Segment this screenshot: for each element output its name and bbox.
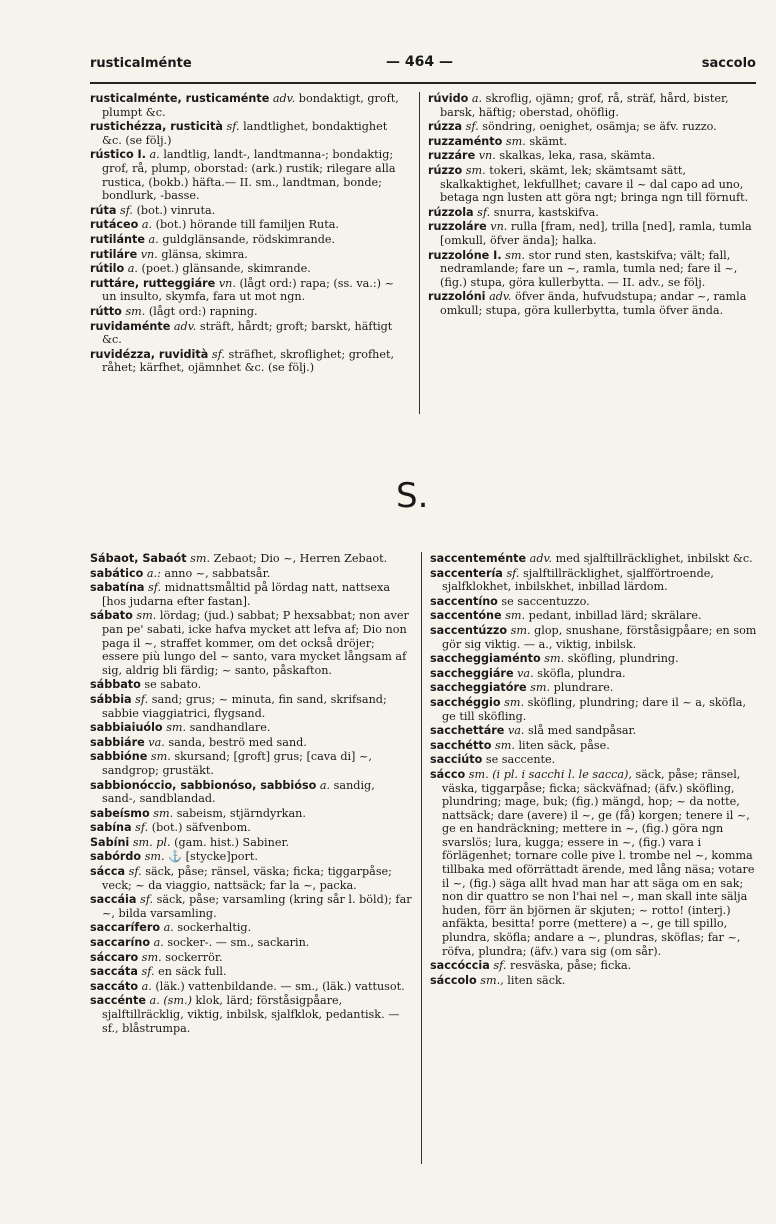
grammar-label: sm. <box>505 134 526 148</box>
grammar-label: a. <box>141 218 153 232</box>
grammar-label: sf. <box>148 581 162 595</box>
definition: rulla [fram, ned], trilla [ned], ramla, tumla [omkull, öfver ända]; halka. <box>440 220 752 247</box>
dictionary-entry <box>90 836 412 850</box>
dictionary-entry <box>90 148 408 202</box>
grammar-label: sf. <box>139 893 154 907</box>
definition: socker-. — sm., sackarin. <box>167 936 310 950</box>
dictionary-entry <box>430 753 758 767</box>
dictionary-entry <box>428 290 758 317</box>
grammar-label: va. <box>507 724 525 738</box>
definition: sabeism, stjärndyrkan. <box>176 806 306 820</box>
headword: saccentóne <box>430 609 502 623</box>
dictionary-entry <box>90 204 408 218</box>
definition: (lågt ord:) rapning. <box>148 304 258 318</box>
dictionary-entry <box>430 624 758 651</box>
definition: slå med sandpåsar. <box>528 724 637 738</box>
grammar-label: sm. <box>166 721 187 735</box>
headword: ruzzaménto <box>428 134 503 148</box>
definition: Zebaot; Dio ~, Herren Zebaot. <box>213 552 388 565</box>
definition: (bot.) säfvenbom. <box>151 821 251 835</box>
dictionary-entry <box>90 305 408 319</box>
dictionary-entry <box>430 724 758 738</box>
grammar-label: sf. <box>135 821 149 835</box>
definition: sträfhet, skroflighet; grofhet, råhet; kärfhet, ojämnhet &c. (se följ.) <box>102 347 394 375</box>
headword: saccaríno <box>90 936 151 950</box>
dictionary-entry <box>90 233 408 247</box>
definition: (bot.) hörande till familjen Ruta. <box>155 218 339 232</box>
headword: sáccaro <box>90 950 139 964</box>
dictionary-entry <box>430 652 758 666</box>
headword: rúzza <box>428 120 463 134</box>
grammar-label: sf. <box>141 965 155 979</box>
headword: saccáta <box>90 965 138 979</box>
grammar-label: sm. <box>136 609 157 623</box>
definition: skursand; [groft] grus; [cava di] ~, sandgrop; grustäkt. <box>102 750 372 777</box>
headword: rustichézza, rusticità <box>90 120 223 134</box>
dictionary-entry <box>90 320 408 347</box>
grammar-label: adv. <box>272 92 296 105</box>
grammar-label: a. <box>319 778 331 792</box>
definition: skroflig, ojämn; grof, rå, sträf, hård, bister, barsk, häftig; oberstad, ohöflig. <box>440 92 729 119</box>
grammar-label: sf. <box>493 959 507 973</box>
headword: saccentíno <box>430 594 498 608</box>
headword: sabbionóccio, sabbionóso, sabbióso <box>90 778 317 792</box>
dictionary-entry <box>90 936 412 950</box>
definition: guldglänsande, rödskimrande. <box>162 232 336 246</box>
grammar-label: adv. <box>173 319 197 333</box>
definition: midnattsmåltid på lördag natt, nattsexa [hos judarna efter fastan]. <box>102 581 391 608</box>
dictionary-entry <box>90 609 412 677</box>
dictionary-entry <box>430 696 758 723</box>
definition: öfver ända, hufvudstupa; andar ~, ramla omkull; stupa, göra kullerbytta, tumla öfver ända. <box>440 290 747 317</box>
grammar-label: sm. <box>153 806 174 820</box>
running-head-right: saccolo <box>701 56 756 71</box>
headword: sáccolo <box>430 973 477 987</box>
grammar-label: a. <box>141 979 152 993</box>
dictionary-entry <box>90 821 412 835</box>
dictionary-entry <box>430 595 758 609</box>
dictionary-entry <box>90 893 412 920</box>
dictionary-entry <box>430 681 758 695</box>
grammar-label: a. (sm.) <box>149 994 192 1008</box>
headword: rutáceo <box>90 218 139 232</box>
grammar-label: sf. <box>506 566 520 580</box>
headword: saccheggiatóre <box>430 681 527 695</box>
dictionary-entry <box>90 277 408 304</box>
headword: rúvido <box>428 92 469 105</box>
definition: stor rund sten, kastskifva; vält; fall, nedramlande; fare un ~, ramla, tumla ned; fare il ~, (fig.) stupa, göra kullerbytta. — II. adv., se följ. <box>440 248 738 289</box>
page-number: — 464 — <box>386 54 453 70</box>
page-header <box>90 56 756 78</box>
headword: rutiláre <box>90 247 138 261</box>
headword: sabatína <box>90 581 145 595</box>
headword: sácco <box>430 767 466 781</box>
grammar-label: a.: <box>146 566 161 580</box>
grammar-label: va. <box>517 666 534 680</box>
dictionary-entry <box>428 249 758 290</box>
grammar-label: a. <box>127 262 138 276</box>
definition: lördag; (jud.) sabbat; P hexsabbat; non aver pan pe' sabati, icke hafva mycket att lefva af; Dio non paga il ~, straffet kommer, om det också dröjer; essere più lungo del ~ santo, vara mycket långsam af sig, aldrig bli färdig; ~ santo, påskafton. <box>102 609 409 677</box>
headword: ruvidaménte <box>90 319 171 333</box>
definition: säck, påse; ränsel, väska, tiggarpåse; ficka; säckväfnad; (äfv.) sköfling, plundring; mage, buk; (fig.) mängd, hop; ~ da notte, nattsäck; dare (avere) il ~, ge (få) korgen; tenere il ~, ge en handräckning; mettere in ~, (fig.) göra ngn svarslös; lura, kugga; essere in ~, (fig.) vara i förlägenhet; tornare colle pive l. trombe nel ~, komma tillbaka med oförrättadt ärende, med lång näsa; votare il ~, (fig.) säga allt hvad man har att säga om en sak; non dir quattro se non l'hai nel ~, man skall inte sälja huden, förr än björnen är skjuten; ~ rotto! (interj.) anfäkta, besitta! porre (mettere) a ~, ge till spillo, plundra, sköfla; andare a ~, plundras, sköflas; far ~, röfva, plundra; (äfv.) vara sig (om sår). <box>442 767 755 958</box>
definition: sand; grus; ~ minuta, fin sand, skrifsand; sabbie viaggiatrici, flygsand. <box>102 692 387 720</box>
dictionary-entry <box>90 865 412 892</box>
dictionary-entry <box>90 965 412 979</box>
dictionary-entry <box>430 567 758 594</box>
grammar-label: sm. pl. <box>132 835 171 849</box>
grammar-label: sm., <box>480 973 504 987</box>
definition: (bot.) vinruta. <box>136 203 216 217</box>
dictionary-entry <box>90 850 412 864</box>
grammar-label: sm. <box>510 623 531 637</box>
grammar-label: sf. <box>465 120 479 134</box>
column-top-right <box>428 92 758 319</box>
definition: snurra, kastskifva. <box>493 205 599 219</box>
grammar-label: a. <box>163 921 174 935</box>
dictionary-entry <box>90 348 408 375</box>
dictionary-entry <box>90 120 408 147</box>
grammar-label: va. <box>148 735 165 749</box>
grammar-label: adv. <box>489 290 512 304</box>
definition: ⚓ [stycke]port. <box>168 850 258 864</box>
headword: saccáia <box>90 893 137 907</box>
dictionary-entry <box>430 974 758 988</box>
headword: ruzzolóne I. <box>428 248 502 262</box>
dictionary-entry <box>90 807 412 821</box>
column-bottom-right <box>430 552 758 988</box>
grammar-label: sm. <box>125 304 146 318</box>
grammar-label: sm. <box>144 850 165 864</box>
definition: tokeri, skämt, lek; skämtsamt sätt, skalkaktighet, lekfullhet; cavare il ~ dal capo ad uno, betaga ngn lusten att göra ngt; bringa ngn till förnuft. <box>440 163 749 205</box>
headword: rutilánte <box>90 232 145 246</box>
definition: pedant, inbillad lärd; skrälare. <box>528 609 702 623</box>
definition: sköfla, plundra. <box>537 666 626 680</box>
definition: säck, påse; ränsel, väska; ficka; tiggarpåse; veck; ~ da viaggio, nattsäck; far la ~, packa. <box>102 865 392 892</box>
dictionary-entry <box>428 149 758 163</box>
definition: sköfling, plundring. <box>567 652 679 666</box>
headword: rusticalménte, rusticaménte <box>90 92 270 105</box>
dictionary-entry <box>90 678 412 692</box>
grammar-label: sm. <box>504 695 525 709</box>
dictionary-entry <box>90 951 412 965</box>
grammar-label: a. <box>148 232 159 246</box>
dictionary-entry <box>90 581 412 608</box>
headword: sabbióne <box>90 750 148 764</box>
headword: sabeísmo <box>90 806 150 820</box>
grammar-label: sm. <box>505 609 526 623</box>
dictionary-entry <box>428 206 758 220</box>
column-bottom-left <box>90 552 412 1036</box>
grammar-label: sf. <box>135 692 149 706</box>
definition: klok, lärd; förståsigpåare, sjalftillräcklig, viktig, inbilsk, sjalfklok, pedantisk. — sf., blåstrumpa. <box>102 994 400 1035</box>
column-divider-bottom <box>421 552 422 1164</box>
running-head-left: rusticalménte <box>90 56 192 71</box>
grammar-label: sm. (i pl. i sacchi l. le sacca), <box>468 767 632 781</box>
grammar-label: sf. <box>119 203 133 217</box>
dictionary-entry <box>430 959 758 973</box>
dictionary-entry <box>428 220 758 247</box>
headword: ruzzáre <box>428 149 476 163</box>
grammar-label: vn. <box>478 149 496 163</box>
headword: ruvidézza, ruvidità <box>90 347 209 361</box>
dictionary-entry <box>428 135 758 149</box>
headword: sacciúto <box>430 753 483 767</box>
grammar-label: vn. <box>490 220 508 234</box>
headword: Sábaot, Sabaót <box>90 552 187 565</box>
dictionary-entry <box>430 768 758 958</box>
definition: söndring, oenighet, osämja; se äfv. ruzzo. <box>482 120 717 134</box>
grammar-label: sm. <box>150 750 171 764</box>
dictionary-entry <box>90 750 412 777</box>
dictionary-entry <box>90 218 408 232</box>
dictionary-entry <box>428 92 758 119</box>
dictionary-entry <box>90 693 412 720</box>
definition: en säck full. <box>158 965 227 979</box>
grammar-label: a. <box>471 92 483 105</box>
headword: ruttáre, rutteggiáre <box>90 276 216 290</box>
dictionary-entry <box>90 248 408 262</box>
definition: bondaktigt, groft, plumpt &c. <box>102 92 399 119</box>
grammar-label: sf. <box>211 347 225 361</box>
headword: sacchéggio <box>430 695 501 709</box>
dictionary-entry <box>90 980 412 994</box>
grammar-label: adv. <box>529 552 553 565</box>
headword: sabbiaiuólo <box>90 721 163 735</box>
headword: sábbato <box>90 678 141 692</box>
definition: resväska, påse; ficka. <box>509 959 632 973</box>
headword: rústico I. <box>90 148 146 162</box>
grammar-label: sm. <box>494 738 515 752</box>
definition: (gam. hist.) Sabiner. <box>174 835 290 849</box>
headword: saccáto <box>90 979 139 993</box>
definition: sockerhaltig. <box>177 921 252 935</box>
definition: sockerrör. <box>165 950 223 964</box>
definition: glänsa, skimra. <box>161 247 248 261</box>
dictionary-entry <box>90 721 412 735</box>
definition: skalkas, leka, rasa, skämta. <box>499 149 656 163</box>
dictionary-entry <box>90 262 408 276</box>
dictionary-entry <box>430 739 758 753</box>
definition: se saccente. <box>485 753 556 767</box>
dictionary-entry <box>90 921 412 935</box>
headword: Sabíni <box>90 835 130 849</box>
headword: sabína <box>90 821 132 835</box>
grammar-label: sm. <box>465 163 486 177</box>
definition: säck, påse; varsamling (kring sår l. böld); far ~, bilda varsamling. <box>102 893 412 920</box>
headword: sacchétto <box>430 738 492 752</box>
headword: sácca <box>90 865 126 879</box>
grammar-label: sf. <box>477 205 491 219</box>
definition: glop, snushane, förståsigpåare; en som gör sig viktig. — a., viktig, inbilsk. <box>442 623 757 651</box>
column-top-left <box>90 92 408 376</box>
grammar-label: sf. <box>226 120 240 134</box>
headword: sacchettáre <box>430 724 505 738</box>
definition: liten säck, påse. <box>518 738 610 752</box>
dictionary-entry <box>428 120 758 134</box>
headword: saccheggiaménto <box>430 652 541 666</box>
headword: saccentería <box>430 566 503 580</box>
definition: landtlighet, bondaktighet &c. (se följ.) <box>102 120 388 147</box>
definition: med sjalftillräcklighet, inbilskt &c. <box>555 552 753 565</box>
dictionary-entry <box>90 567 412 581</box>
grammar-label: sm. <box>141 950 162 964</box>
definition: sanda, beströ med sand. <box>168 735 307 749</box>
definition: sträft, hårdt; groft; barskt, häftigt &c. <box>102 319 393 347</box>
definition: plundrare. <box>553 681 614 695</box>
dictionary-entry <box>90 92 408 119</box>
definition: landtlig, landt-, landtmanna-; bondaktig; grof, rå, plump, oborstad: (ark.) rustik; rilegare alla rustica, (bokb.) häfta.— II. sm., landtman, bonde; bondlurk, -basse. <box>102 148 396 203</box>
dictionary-entry <box>430 667 758 681</box>
headword: saccentúzzo <box>430 623 508 637</box>
definition: (poet.) glänsande, skimrande. <box>141 262 311 276</box>
dictionary-entry <box>90 779 412 806</box>
grammar-label: sm. <box>530 681 551 695</box>
definition: sandhandlare. <box>189 721 271 735</box>
definition: se sabato. <box>144 678 202 692</box>
grammar-label: a. <box>149 148 160 162</box>
header-rule <box>90 82 756 84</box>
grammar-label: vn. <box>218 276 236 290</box>
definition: sandig, sand-, sandblandad. <box>102 778 375 806</box>
headword: rúta <box>90 203 117 217</box>
headword: sábbia <box>90 692 132 706</box>
dictionary-entry <box>430 552 758 566</box>
definition: (läk.) vattenbildande. — sm., (läk.) vattusot. <box>155 979 405 993</box>
headword: saccarífero <box>90 921 161 935</box>
headword: saccheggiáre <box>430 666 514 680</box>
dictionary-entry <box>430 609 758 623</box>
headword: rúzzola <box>428 205 474 219</box>
dictionary-entry <box>90 736 412 750</box>
headword: sabático <box>90 566 144 580</box>
definition: skämt. <box>529 134 568 148</box>
column-divider-top <box>419 92 420 414</box>
grammar-label: sm. <box>190 552 211 565</box>
definition: se saccentuzzo. <box>501 594 590 608</box>
grammar-label: sf. <box>128 865 142 879</box>
dictionary-entry <box>428 164 758 205</box>
dictionary-entry <box>90 994 412 1035</box>
headword: ruzzolóni <box>428 290 486 304</box>
headword: saccénte <box>90 994 146 1008</box>
headword: rúzzo <box>428 163 463 177</box>
definition: liten säck. <box>507 973 566 987</box>
definition: sjalftillräcklighet, sjalfförtroende, sjalfklokhet, inbilskhet, inbillad lärdom. <box>442 566 714 594</box>
section-letter: S. <box>396 476 429 516</box>
headword: sabbiáre <box>90 735 145 749</box>
definition: anno ~, sabbatsår. <box>164 566 271 580</box>
grammar-label: a. <box>153 936 164 950</box>
grammar-label: sm. <box>505 248 526 262</box>
grammar-label: vn. <box>140 247 158 261</box>
headword: ruzzoláre <box>428 220 487 234</box>
headword: sabórdo <box>90 850 142 864</box>
headword: rútilo <box>90 262 125 276</box>
definition: sköfling, plundring; dare il ~ a, sköfla, ge till sköfling. <box>442 695 747 723</box>
grammar-label: sm. <box>544 652 565 666</box>
dictionary-entry <box>90 552 412 566</box>
headword: saccóccia <box>430 959 490 973</box>
headword: rútto <box>90 304 122 318</box>
headword: sábato <box>90 609 133 623</box>
definition: (lågt ord:) rapa; (ss. va.:) ~ un insulto, skymfa, fara ut mot ngn. <box>102 276 394 304</box>
headword: saccenteménte <box>430 552 527 565</box>
